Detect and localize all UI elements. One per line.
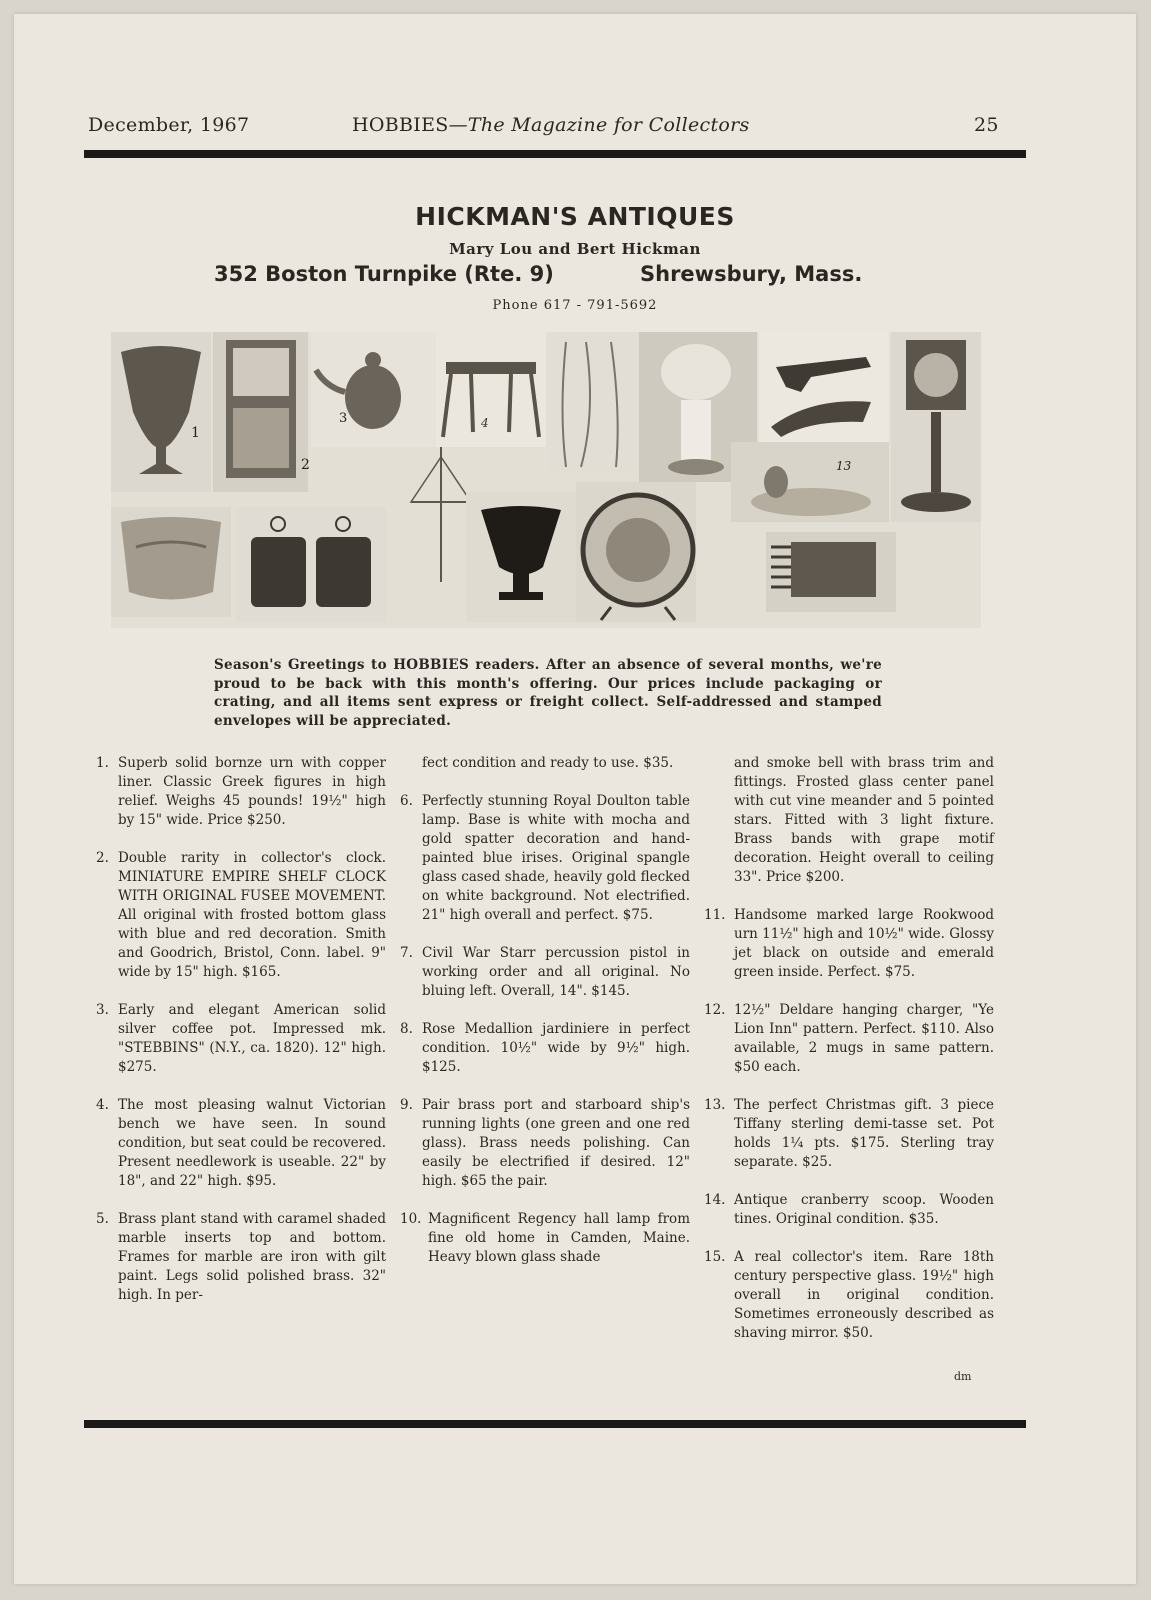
item-number: 10. [400,1211,422,1227]
bottom-zigzag-border [84,1411,1026,1418]
photo-label-4: 4 [481,416,489,430]
column-1 [96,754,386,1324]
item-number: 15. [704,1249,726,1265]
jardiniere-image [111,507,231,617]
magazine-title [352,114,750,136]
tiffany-set-image [731,442,889,522]
item-text: Rose Medallion jardiniere in perfect condition. 10½" wide by 9½" high. $125. [422,1021,690,1075]
list-item [400,944,690,1001]
deldare-charger-image [576,482,696,622]
perspective-glass-image [891,332,981,522]
item-number: 2. [96,850,109,866]
item-number: 3. [96,1002,109,1018]
item-number: 9. [400,1097,413,1113]
list-item [400,1020,690,1077]
item-text: Superb solid bornze urn with copper liner. Classic Greek figures in high relief. Weighs 45 pounds! 19½" high by 15" wide. Price $250. [118,755,386,828]
list-item [704,1096,994,1172]
item-text: Early and elegant American solid silver coffee pot. Impressed mk. "STEBBINS" (N.Y., ca. 1820). 12" high. $275. [118,1002,386,1075]
list-item [400,1210,690,1267]
photo-label-2: 2 [301,457,310,473]
item-number: 6. [400,793,413,809]
magazine-tagline: —The Magazine for Collectors [448,114,750,136]
top-zigzag-border [84,162,1026,169]
photo-label-13: 13 [836,459,852,473]
item-text: 12½" Deldare hanging charger, "Ye Lion Inn" pattern. Perfect. $110. Also available, 2 mugs in same pattern. $50 each. [734,1002,994,1075]
list-item [400,792,690,925]
photo-label-3: 3 [339,411,348,426]
item-text: Perfectly stunning Royal Doulton table lamp. Base is white with mocha and gold spatter decoration and hand-painted blue irises. Original spangle glass cased shade, heavily gold flecked on white background. Not electrified. 21" high overall and perfect. $75. [422,793,690,923]
page-number: 25 [974,114,999,136]
item-text: Double rarity in collector's clock. MINIATURE EMPIRE SHELF CLOCK WITH ORIGINAL FUSEE MOVEMENT. All original with frosted bottom glass with blue and red decoration. Smith and Goodrich, Bristol, Conn. label. 9" wide by 15" high. $165. [118,850,386,980]
list-item [704,1001,994,1077]
list-item [704,1191,994,1229]
list-item [704,1248,994,1343]
column-2 [400,754,690,1286]
list-item [96,754,386,830]
signoff-initials: dm [954,1370,972,1383]
item-number: 5. [96,1211,109,1227]
list-item [400,1096,690,1191]
list-item [96,849,386,982]
bronze-urn-image [111,332,211,492]
list-item [96,1096,386,1191]
item-number: 14. [704,1192,726,1208]
ad-phone: Phone 617 - 791-5692 [492,298,658,313]
ad-owners: Mary Lou and Bert Hickman [449,240,701,258]
victorian-bench-image [436,332,546,447]
item-text: Civil War Starr percussion pistol in working order and all original. No bluing left. Overall, 14". $145. [422,945,690,999]
item-number: 7. [400,945,413,961]
issue-date: December, 1967 [88,114,250,136]
magazine-name: HOBBIES [352,114,449,136]
item-text: A real collector's item. Rare 18th century perspective glass. 19½" high overall in original condition. Sometimes erroneously described as shaving mirror. $50. [734,1249,994,1341]
item-text: Magnificent Regency hall lamp from fine old home in Camden, Maine. Heavy blown glass shade [428,1211,690,1265]
bottom-rule [84,1420,1026,1428]
item-text: Brass plant stand with caramel shaded marble inserts top and bottom. Frames for marble are iron with gilt paint. Legs solid polished brass. 32" high. In per- [118,1211,386,1303]
ad-address: 352 Boston Turnpike (Rte. 9) [214,262,554,286]
plant-stand-image [548,332,636,472]
item-number: 8. [400,1021,413,1037]
item-number: 11. [704,907,726,923]
list-item-continued: and smoke bell with brass trim and fittings. Frosted glass center panel with cut vine meander and 5 pointed stars. Fitted with 3 light fixture. Brass bands with grape motif decoration. Height overall to ceiling 33". Price $200. [734,755,994,885]
top-rule [84,150,1026,158]
list-item [96,1001,386,1077]
list-item [704,906,994,982]
cranberry-scoop-image [766,532,896,612]
item-number: 4. [96,1097,109,1113]
antiques-photo-collage [111,332,981,628]
coffee-pot-image [311,332,436,447]
item-text: Pair brass port and starboard ship's running lights (one green and one red glass). Brass needs polishing. Can easily be electrified if desired. 12" high. $65 the pair. [422,1097,690,1189]
ad-city: Shrewsbury, Mass. [640,262,863,286]
item-text: The most pleasing walnut Victorian bench we have seen. In sound condition, but seat could be recovered. Present needlework is useable. 22" by 18", and 22" high. $95. [118,1097,386,1189]
ship-lights-image [236,507,386,622]
magazine-page [14,14,1136,1584]
column-3 [704,754,994,1362]
list-item [96,1210,386,1305]
item-number: 1. [96,755,109,771]
rookwood-urn-image [466,492,576,622]
item-text: Handsome marked large Rookwood urn 11½" high and 10½" wide. Glossy jet black on outside and emerald green inside. Perfect. $75. [734,907,994,980]
list-item-continued: fect condition and ready to use. $35. [422,755,674,771]
pistol-holster-image [759,332,889,442]
ad-intro-text: Season's Greetings to HOBBIES readers. After an absence of several months, we're proud to be back with this month's offering. Our prices include packaging or crating, and all items sent express or freight collect. Self-addressed and stamped envelopes will be appreciated. [214,657,882,729]
item-number: 13. [704,1097,726,1113]
item-text: The perfect Christmas gift. 3 piece Tiffany sterling demi-tasse set. Pot holds 1¼ pts. $175. Sterling tray separate. $25. [734,1097,994,1170]
shelf-clock-image [213,332,310,492]
photo-label-1: 1 [191,425,200,441]
item-text: Antique cranberry scoop. Wooden tines. Original condition. $35. [734,1192,994,1227]
item-number: 12. [704,1002,726,1018]
ad-title: HICKMAN'S ANTIQUES [415,202,735,231]
